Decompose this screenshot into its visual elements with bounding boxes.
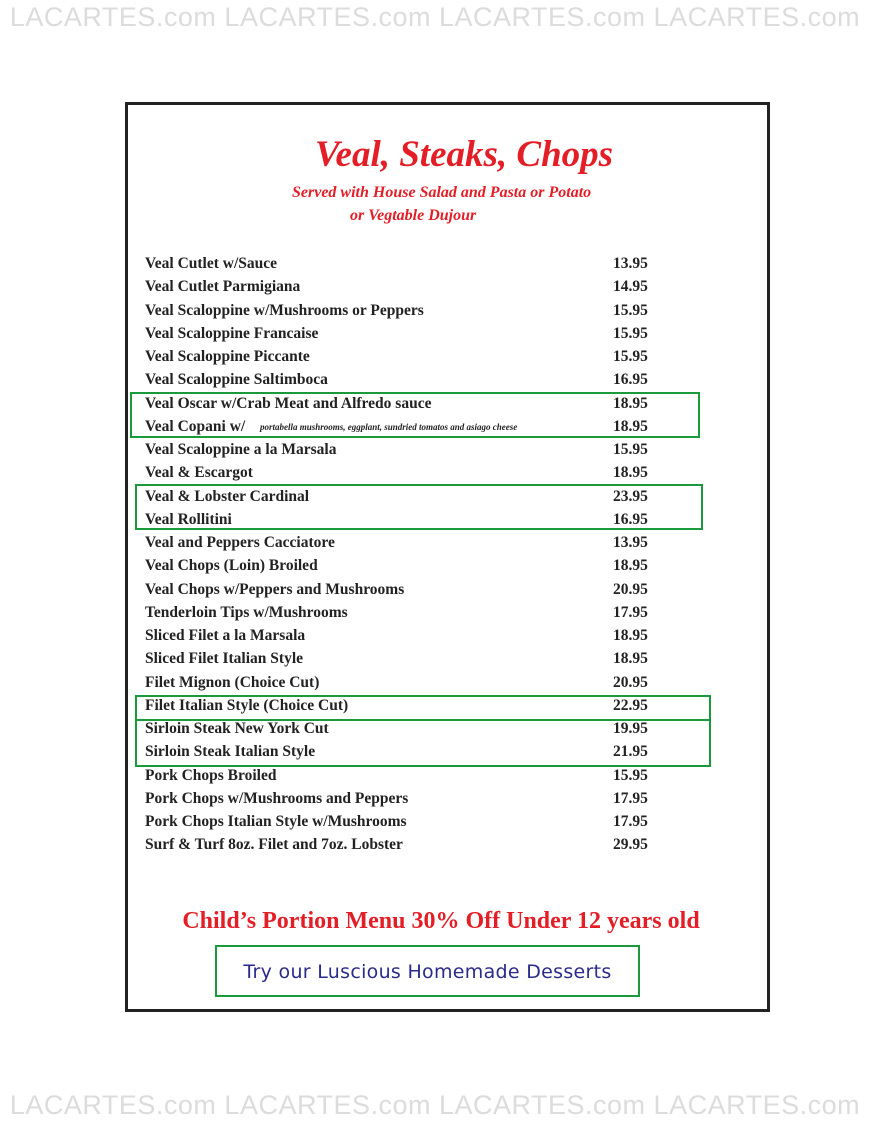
menu-item xyxy=(145,441,665,463)
menu-item-price: 15.95 xyxy=(613,348,648,365)
menu-item-price: 17.95 xyxy=(613,813,648,830)
menu-item-price: 15.95 xyxy=(613,301,648,319)
highlight-box-sirloin xyxy=(135,719,711,767)
highlight-box-veal-oscar-copani xyxy=(130,392,700,438)
menu-item-price: 16.95 xyxy=(613,371,648,389)
menu-item-name: Veal Rollitini xyxy=(145,510,232,528)
menu-item-name: Veal Cutlet Parmigiana xyxy=(145,278,301,296)
menu-item-price: 16.95 xyxy=(613,510,648,528)
menu-item-price: 18.95 xyxy=(613,650,648,668)
menu-item-price: 17.95 xyxy=(613,603,648,621)
menu-item-name: Sirloin Steak New York Cut xyxy=(145,720,329,737)
highlight-box-filet-italian xyxy=(135,695,711,721)
menu-item xyxy=(145,302,665,324)
menu-item-name: Veal and Peppers Cacciatore xyxy=(145,534,335,551)
menu-item-name: Veal Chops w/Peppers and Mushrooms xyxy=(145,580,405,598)
menu-item xyxy=(145,255,665,277)
menu-item-name: Filet Italian Style (Choice Cut) xyxy=(145,696,349,714)
menu-item-price: 21.95 xyxy=(613,743,648,761)
menu-item-name: Sliced Filet a la Marsala xyxy=(145,627,306,644)
menu-item xyxy=(145,674,665,696)
menu-item-name: Veal & Escargot xyxy=(145,464,253,482)
menu-item-price: 19.95 xyxy=(613,720,648,737)
menu-item-price: 14.95 xyxy=(613,278,648,296)
menu-item-price: 22.95 xyxy=(613,696,648,714)
watermark-top: LACARTES.com LACARTES.com LACARTES.com LACARTES.com xyxy=(9,2,861,32)
menu-item-name: Surf & Turf 8oz. Filet and 7oz. Lobster xyxy=(145,836,403,854)
menu-item-price: 18.95 xyxy=(613,394,648,412)
menu-item-name: Sliced Filet Italian Style xyxy=(145,650,304,668)
menu-item-price: 20.95 xyxy=(613,580,648,598)
menu-item-name: Veal Scaloppine Piccante xyxy=(145,348,310,365)
menu-item-name: Sirloin Steak Italian Style xyxy=(145,743,316,761)
menu-item-name: Veal Scaloppine Francaise xyxy=(145,324,319,342)
menu-item-name: Veal & Lobster Cardinal xyxy=(145,487,310,505)
menu-item-price: 15.95 xyxy=(613,766,648,784)
menu-item-name: Veal Copani w/ xyxy=(145,417,246,435)
menu-item xyxy=(145,627,665,649)
menu-item-price: 18.95 xyxy=(613,557,648,575)
menu-item xyxy=(145,464,665,486)
menu-item xyxy=(145,348,665,370)
child-portion-note: Child’s Portion Menu 30% Off Under 12 years old xyxy=(182,908,700,934)
menu-item-name: Pork Chops w/Mushrooms and Peppers xyxy=(145,789,409,807)
dessert-box xyxy=(215,945,640,997)
menu-item-name: Veal Oscar w/Crab Meat and Alfredo sauce xyxy=(145,394,432,412)
menu-item-name: Veal Scaloppine Saltimboca xyxy=(145,371,328,389)
menu-item-price: 18.95 xyxy=(613,417,648,435)
menu-item-price: 15.95 xyxy=(613,324,648,342)
menu-item xyxy=(145,581,665,603)
menu-item-name: Filet Mignon (Choice Cut) xyxy=(145,673,320,691)
menu-item-name: Pork Chops Italian Style w/Mushrooms xyxy=(145,813,407,830)
menu-item xyxy=(145,604,665,626)
menu-title: Veal, Steaks, Chops xyxy=(314,134,614,175)
menu-item-name: Veal Scaloppine w/Mushrooms or Peppers xyxy=(145,301,424,319)
menu-subtitle-line1: Served with House Salad and Pasta or Potato xyxy=(292,184,592,201)
menu-item-name: Tenderloin Tips w/Mushrooms xyxy=(145,603,348,621)
menu-item-price: 18.95 xyxy=(613,464,648,482)
menu-item-note: portabella mushrooms, eggplant, sundried tomatos and asiago cheese xyxy=(260,421,518,432)
menu-item-price: 23.95 xyxy=(613,487,648,505)
menu-item xyxy=(145,650,665,672)
menu-item-price: 13.95 xyxy=(613,255,648,272)
menu-item xyxy=(145,325,665,347)
menu-subtitle-line2: or Vegtable Dujour xyxy=(350,207,477,224)
menu-item-name: Veal Cutlet w/Sauce xyxy=(145,255,278,272)
dessert-note: Try our Luscious Homemade Desserts xyxy=(243,961,612,983)
menu-item xyxy=(145,371,665,393)
menu-item xyxy=(145,790,665,812)
menu-item xyxy=(145,278,665,300)
menu-item-price: 18.95 xyxy=(613,627,648,644)
menu-item xyxy=(145,836,665,858)
menu-item-price: 17.95 xyxy=(613,789,648,807)
menu-item-price: 20.95 xyxy=(613,673,648,691)
menu-item xyxy=(145,813,665,835)
menu-item xyxy=(145,767,665,789)
menu-item xyxy=(145,557,665,579)
menu-item-name: Veal Chops (Loin) Broiled xyxy=(145,557,318,575)
menu-item-price: 15.95 xyxy=(613,441,648,458)
watermark-bottom: LACARTES.com LACARTES.com LACARTES.com LACARTES.com xyxy=(9,1090,861,1120)
menu-item-price: 13.95 xyxy=(613,534,648,551)
menu-item-price: 29.95 xyxy=(613,836,648,854)
menu-item xyxy=(145,534,665,556)
highlight-box-veal-lobster-rollitini xyxy=(135,484,703,530)
menu-item-name: Pork Chops Broiled xyxy=(145,766,277,784)
menu-item-name: Veal Scaloppine a la Marsala xyxy=(145,441,337,458)
